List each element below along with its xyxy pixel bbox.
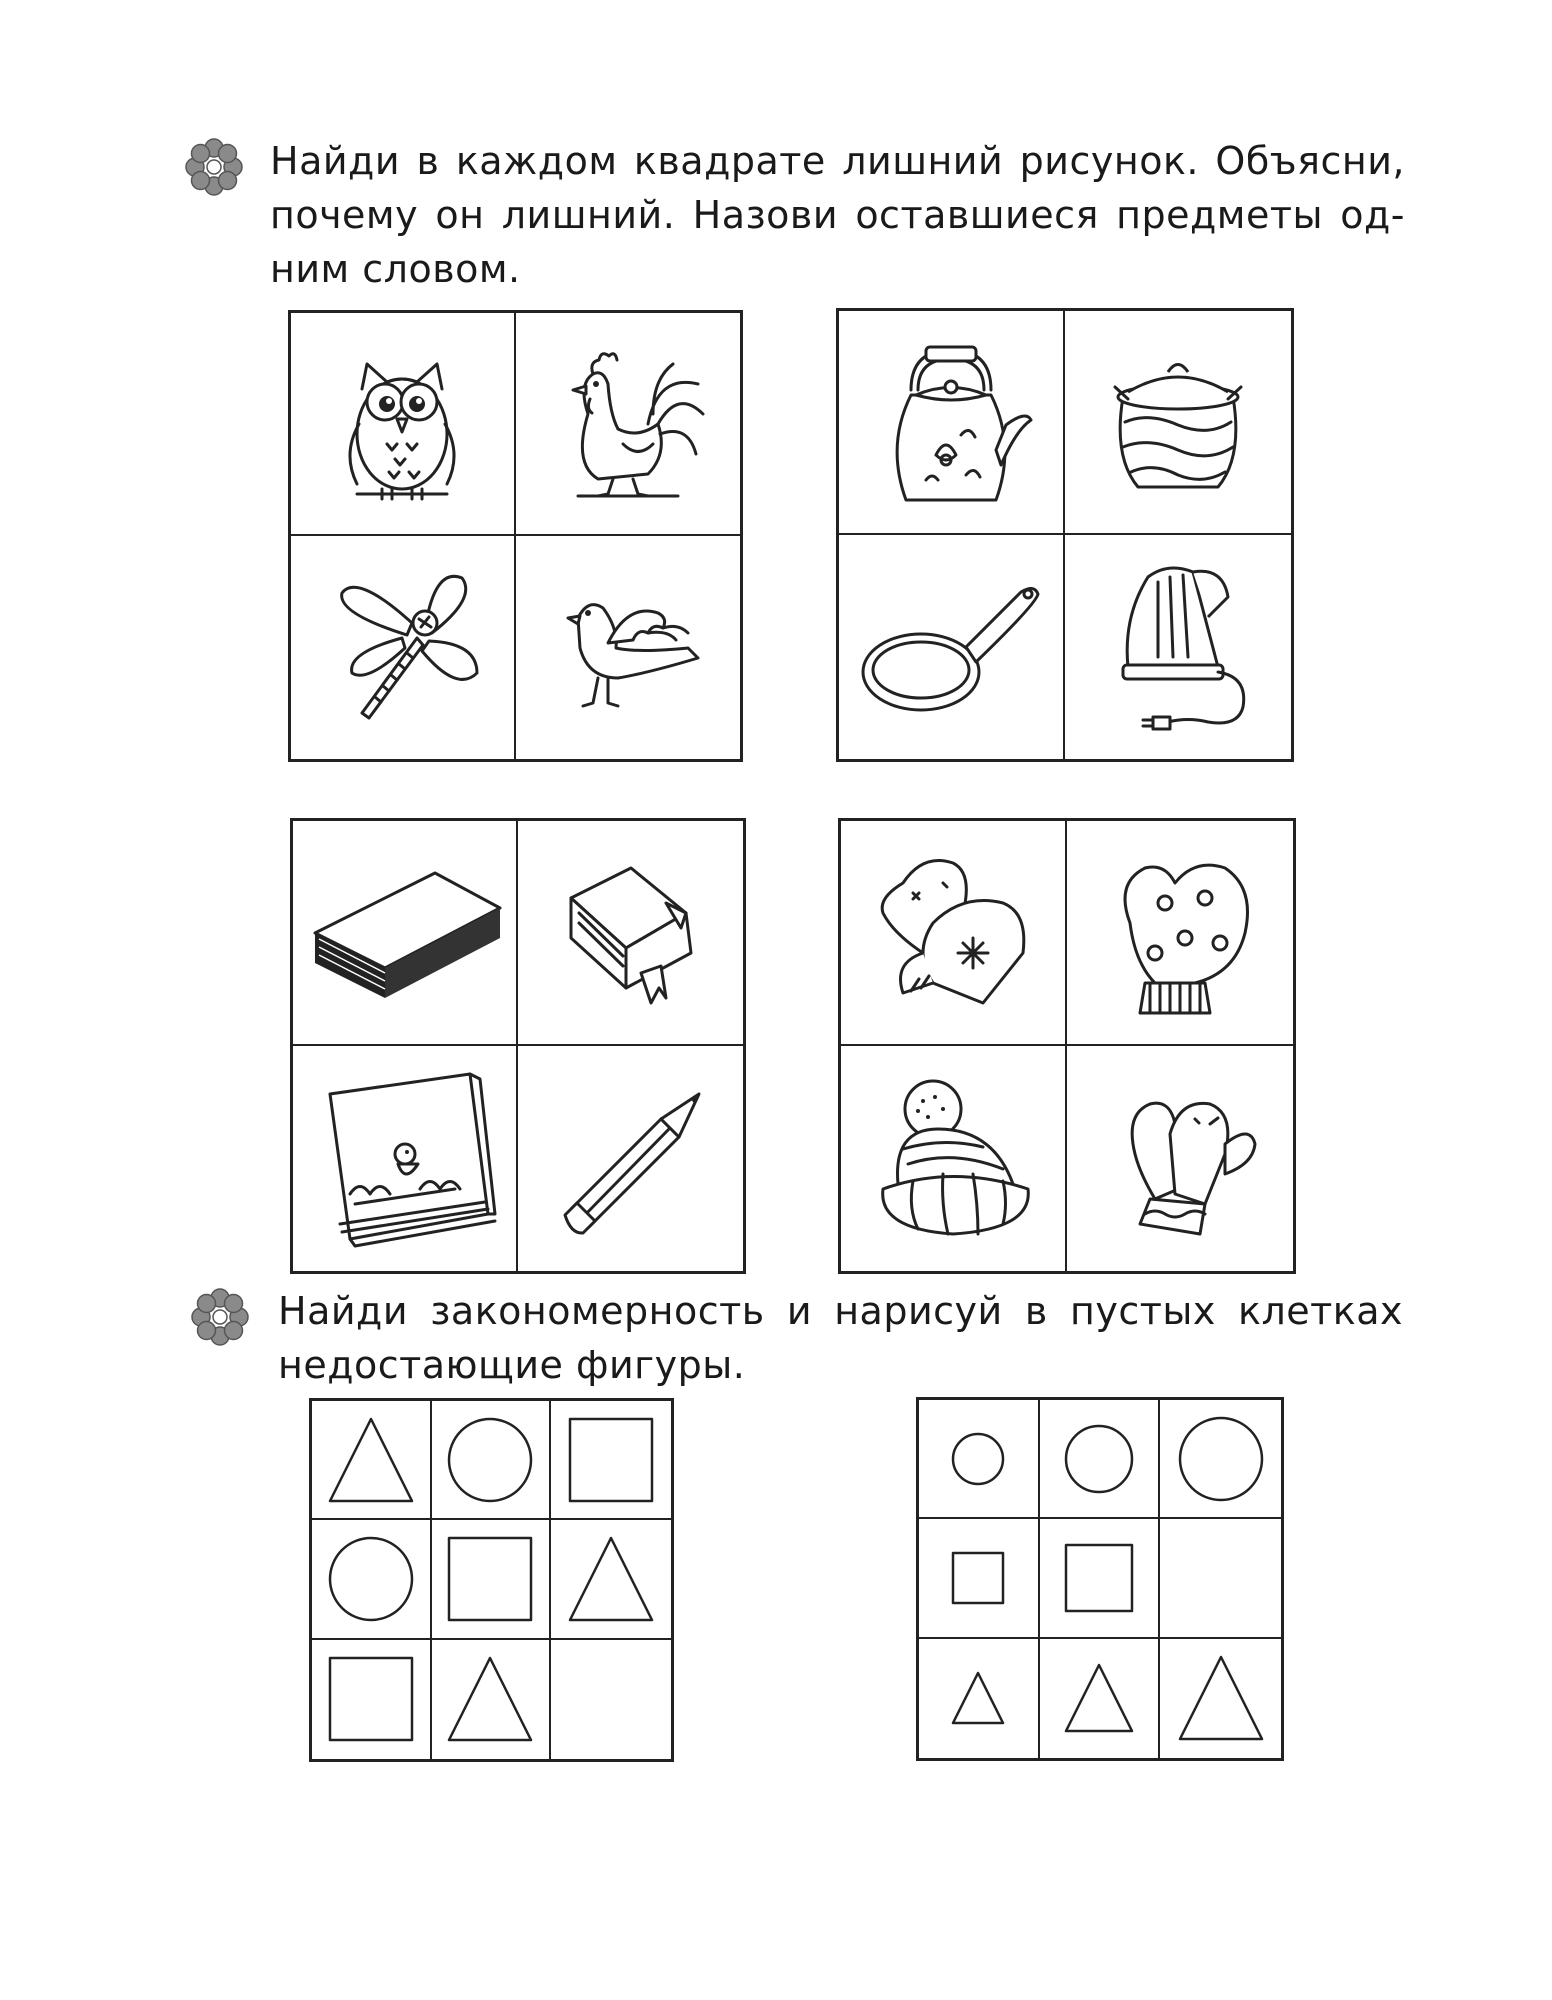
large-square-icon [447,1536,533,1622]
small-square-icon [951,1551,1005,1605]
large-square-icon [328,1656,414,1742]
large-square-icon [568,1417,654,1503]
large-triangle-icon [568,1536,654,1622]
picture-cell [841,821,1067,1046]
task-2-instructions [278,1284,1403,1392]
flower-bullet-icon [188,1285,252,1349]
picture-cell [518,1046,743,1271]
picture-cell [1067,821,1293,1046]
picture-cell [516,313,741,536]
picture-set-kitchen [836,308,1294,762]
task-1-instructions [270,134,1405,296]
shape-cell [919,1519,1040,1638]
winter-hat-icon [863,1069,1043,1249]
flower-bullet-icon [182,135,246,199]
shape-cell [1160,1639,1281,1758]
task-2-line-1: Найди закономерность и нарисуй в пустых клетках [278,1289,1403,1333]
shape-cell [432,1520,552,1639]
pencil-icon [551,1079,711,1239]
dove-icon [548,568,708,728]
picture-cell [1065,535,1291,759]
shape-cell [1040,1639,1161,1758]
owl-icon [327,344,477,504]
shape-cell [551,1401,671,1520]
empty-cell[interactable] [551,1640,671,1759]
shape-grid-right [916,1397,1284,1761]
shape-cell [919,1400,1040,1519]
iron-icon [1098,557,1258,737]
empty-cell[interactable] [1160,1519,1281,1638]
rooster-icon [548,344,708,504]
task-2-line-2: недостающие фигуры. [278,1343,746,1387]
mittens-pair-icon [863,843,1043,1023]
task-1-line-1: Найди в каждом квадрате лишний рисунок. Объясни, [270,139,1405,183]
large-triangle-icon [1178,1655,1264,1741]
task-1-line-3: ним словом. [270,247,521,291]
picture-cell [291,536,516,759]
shape-cell [312,1520,432,1639]
picture-set-books [290,818,746,1274]
old-book-icon [551,858,711,1008]
picture-cell [293,1046,518,1271]
large-triangle-icon [328,1417,414,1503]
large-circle-icon [447,1417,533,1503]
small-triangle-icon [951,1671,1005,1725]
pot-icon [1093,347,1263,497]
picture-cell [293,821,518,1046]
shape-cell [1040,1519,1161,1638]
task-1-line-2: почему он лишний. Назови оставшиеся предметы од- [270,193,1405,237]
medium-circle-icon [1064,1424,1134,1494]
dragonfly-icon [317,563,487,733]
medium-square-icon [1064,1543,1134,1613]
picture-set-birds [288,310,743,762]
shape-cell [312,1640,432,1759]
flower-mitten-icon [1095,843,1265,1023]
picture-cell [516,536,741,759]
picture-cell [839,311,1065,535]
small-circle-icon [951,1432,1005,1486]
picture-cell [1065,311,1291,535]
teapot-icon [866,335,1036,510]
shape-cell [919,1639,1040,1758]
book-icon [305,863,505,1003]
large-triangle-icon [447,1656,533,1742]
bird-book-icon [310,1064,500,1254]
picture-cell [841,1046,1067,1271]
picture-cell [291,313,516,536]
shape-grid-left [309,1398,674,1762]
picture-cell [839,535,1065,759]
large-circle-icon [1178,1416,1264,1502]
shape-cell [312,1401,432,1520]
large-circle-icon [328,1536,414,1622]
picture-cell [1067,1046,1293,1271]
shape-cell [432,1640,552,1759]
medium-triangle-icon [1064,1663,1134,1733]
shape-cell [432,1401,552,1520]
shape-cell [551,1520,671,1639]
mittens-icon [1095,1074,1265,1244]
frying-pan-icon [856,572,1046,722]
picture-set-winter-clothes [838,818,1296,1274]
shape-cell [1160,1400,1281,1519]
shape-cell [1040,1400,1161,1519]
picture-cell [518,821,743,1046]
